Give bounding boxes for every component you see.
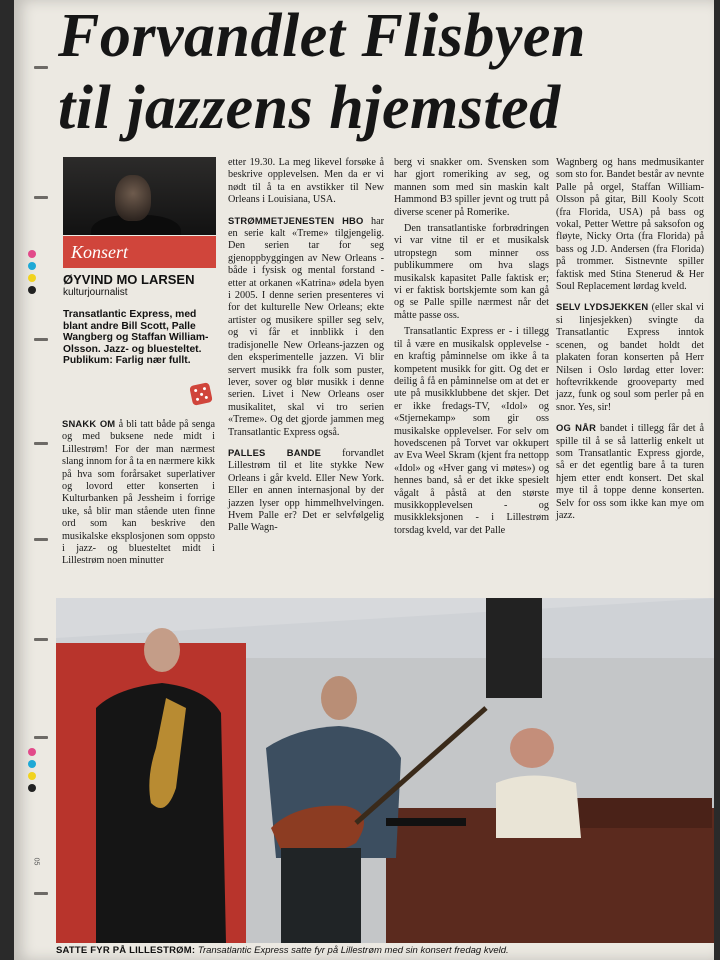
author-role: kulturjournalist <box>63 287 128 298</box>
paragraph: OG NÅR bandet i tillegg får det å spille til å se så latterlig enkelt ut som Transatlantic Express gjorde, så er det egentlig bare å ta turen hjem etter endt konsert. Det skal mye til å toppe denne konserten. Selv for oss som ikke kan mye om jazz. <box>556 422 704 521</box>
binding-mark <box>34 736 48 739</box>
paragraph: Wagnberg og hans medmusikanter som sto for. Bandet består av nevnte Palle på orgel, Staffan William-Olsson på gitar, Bill Kooly Scott (fra Florida, USA) på bass og vokal, Petter Wettre på saksofon og fløyte, Nicky Orta (fra Florida) på bass og J.D. Andersen (fra Florida) på trommer. Sistnevnte spiller faktisk med Stina Stenerud & Her Soul Replacement lørdag kveld. <box>556 157 704 293</box>
paragraph: SELV LYDSJEKKEN (eller skal vi si linjesjekken) svingte da Transatlantic Express inntok scenen, og bandet holdt det plakaten foran konserten på Herr Nilsen i Oslo lørdag etter lover: hoftevrikkende grooveparty med jazz, funk og soul som perler på en snor. Yes, sir! <box>556 301 705 413</box>
caption-lead-in: SATTE FYR PÅ LILLESTRØM: <box>56 945 196 956</box>
paragraph: STRØMMETJENESTEN HBO har en serie kalt «Treme» tilgjengelig. Den serien tar for seg gjenoppbyggingen av New Orleans - både i fysisk og mental forstand - etter at orkanen «Katrina» ødela byen i 2005. I denne serien presenteres vi for det kulturelle New Orleans; ekte artister og musikere spiller seg selv, og vi får et innblikk i den tradisjonelle New Orleans-jazzen og den eksperimentelle jazzen. Vi blir servert musikk fra folk som puster, lever, sover og blør musikk i denne serien. Livet i New Orleans oser musikalitet, skal vi tro serien «Treme». Og det gjorde jammen meg Transatlantic Express også. <box>228 214 385 438</box>
page-number: 05 <box>32 857 40 866</box>
color-registration-dots <box>28 748 36 796</box>
headline <box>58 0 708 144</box>
caption-text: Transatlantic Express satte fyr på Lillestrøm med sin konsert fredag kveld. <box>197 945 509 956</box>
concert-photo <box>56 598 714 943</box>
article-column-2 <box>228 157 384 539</box>
paragraph: SNAKK OM å bli tatt både på senga og med buksene nede midt i Lillestrøm! For der man nærmest slang innom for å ta en nærmere kikk på hva som forårsaket superlativer og lovord etter konserten i Kulturbanken på Jessheim i forrige uke, så blir man stående uten finne ord som kan beskrive den musikalske eksplosjonen som oppsto i jazz- og bluesteltet midt i Lillestrøm noen minutter <box>62 418 216 567</box>
paragraph: etter 19.30. La meg likevel forsøke å beskrive opplevelsen. Men da er vi nødt til å ta en avstikker til New Orleans i Louisiana, USA. <box>228 157 384 206</box>
binding-mark <box>34 442 48 445</box>
binding-mark <box>34 638 48 641</box>
article-column-4 <box>556 157 704 526</box>
headline-line-1: Forvandlet Flisbyen <box>58 2 586 70</box>
paragraph: Den transatlantiske forbrødringen vi var vitne til er et musikalsk utropstegn som minner oss publikummere om hva slags musikalsk kapasitet Palle faktisk er; vi er faktisk bortskjemte som kan gå og se Palle spille nærmest når det måtte passe oss. <box>394 223 549 321</box>
color-registration-dots <box>28 250 36 298</box>
headline-line-2: til jazzens hjemsted <box>58 74 561 142</box>
newspaper-page <box>14 0 714 960</box>
section-label: Konsert <box>63 236 216 268</box>
paragraph: berg vi snakker om. Svensken som har gjort romeriking av seg, og mannen som med sin maskin kalt Hammond B3 spiller jevnt og trutt på diverse scener på Romerike. <box>394 157 549 218</box>
fact-box: Transatlantic Express, med blant andre Bill Scott, Palle Wangberg og Staffan William-Olsson. Jazz- og bluesteltet. Publikum: Farlig nær fullt. <box>63 309 209 366</box>
photo-caption <box>56 945 714 956</box>
binding-mark <box>34 538 48 541</box>
page-margin <box>14 0 54 960</box>
article-column-1 <box>62 418 215 572</box>
paragraph: Transatlantic Express er - i tillegg til å være en musikalsk opplevelse - en kraftig påminnelse om ikke å ta kompetent musikk for gitt. Og det er deilig å få en påminnelse om at det er ute på musikklubbene det skjer. Det er ikke fredags-TV, «Idol» og «Stjernekamp» som gir oss musikalske opplevelser. For selv om hovedscenen på Torvet var okkupert av Eva Weel Skram (kjent fra nettopp «Idol» og «Hver gang vi møtes») og hennes band, så er det ikke spesielt vågalt å påstå at den største musikkopplevelsen - og musikkleksjonen - i Lillestrøm torsdag kveld, var det Palle <box>394 326 549 536</box>
dice-rating-icon <box>189 382 213 406</box>
author-name: ØYVIND MO LARSEN <box>63 272 195 287</box>
article-column-3 <box>394 157 549 541</box>
author-photo <box>63 157 216 235</box>
binding-mark <box>34 892 48 895</box>
binding-mark <box>34 338 48 341</box>
byline-box <box>63 157 216 367</box>
binding-mark <box>34 196 48 199</box>
binding-mark <box>34 66 48 69</box>
concert-photo-illustration <box>56 598 714 943</box>
paragraph: PALLES BANDE forvandlet Lillestrøm til et lite stykke New Orleans i går kveld. Eller New York. Eller en annen internasjonal by der jazzen lyser opp himmelhvelvingen. Hvem Palle er? Det er selvfølgelig Palle Wagn- <box>228 446 385 534</box>
